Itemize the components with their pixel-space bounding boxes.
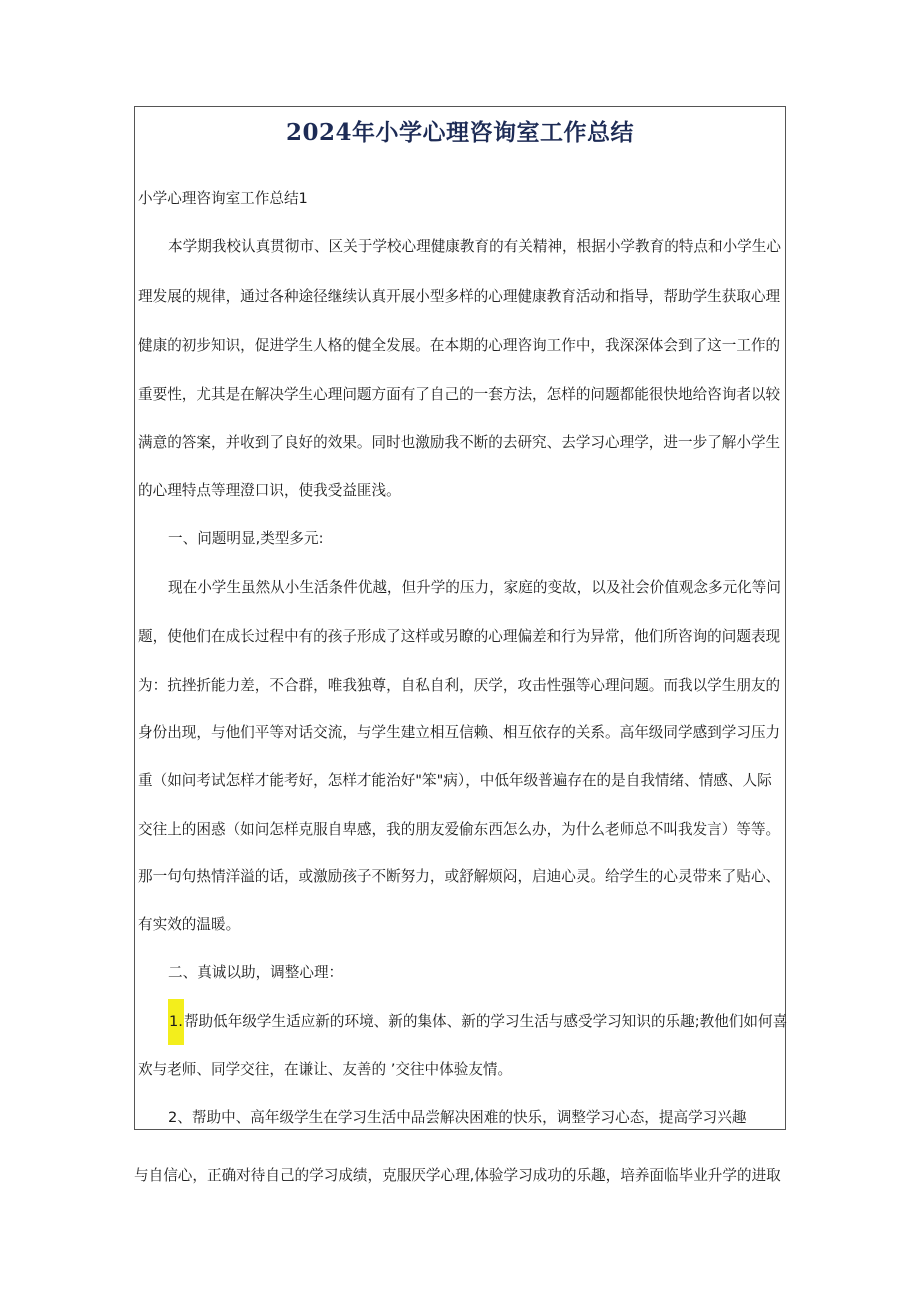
paragraph-line: 有实效的温暖。 (138, 916, 241, 933)
paragraph-line: 那一句句热情洋溢的话，或激励孩子不断努力，或舒解烦闷，启迪心灵。给学生的心灵带来了贴心、 (138, 868, 781, 885)
highlighted-number: 1. (168, 999, 184, 1045)
paragraph-line: 现在小学生虽然从小生活条件优越，但升学的压力，家庭的变故，以及社会价值观念多元化等问 (168, 579, 781, 596)
paragraph-line: 理发展的规律，通过各种途径继续认真开展小型多样的心理健康教育活动和指导，帮助学生获取心理 (138, 288, 781, 305)
subheading: 二、真诚以助，调整心理： (168, 964, 344, 981)
list-item (138, 1012, 818, 1045)
paragraph-line: 欢与老师、同学交往，在谦让、友善的 ’交往中体验友情。 (138, 1061, 513, 1078)
subheading: 一、问题明显,类型多元: (168, 530, 324, 547)
paragraph-line: 本学期我校认真贯彻市、区关于学校心理健康教育的有关精神，根据小学教育的特点和小学生心 (168, 238, 781, 255)
paragraph-line: 满意的答案，并收到了良好的效果。同时也激励我不断的去研究、去学习心理学，进一步了解小学生 (138, 434, 781, 451)
paragraph-line: 与自信心，正确对待自己的学习成绩，克服厌学心理,体验学习成功的乐趣，培养面临毕业升学的进取 (134, 1167, 781, 1184)
paragraph-line: 题，使他们在成长过程中有的孩子形成了这样或另瞭的心理偏差和行为异常，他们所咨询的问题表现 (138, 628, 781, 645)
paragraph-line: 重要性，尤其是在解决学生心理问题方面有了自己的一套方法，怎样的问题都能很快地给咨询者以较 (138, 386, 781, 403)
document-title: 2024年小学心理咨询室工作总结 (285, 119, 634, 146)
section-heading: 小学心理咨询室工作总结1 (138, 190, 308, 207)
paragraph-line: 交往上的困惑（如问怎样克服自卑感，我的朋友爱偷东西怎么办，为什么老师总不叫我发言）等等。 (138, 821, 781, 838)
paragraph-line: 为：抗挫折能力差，不合群，唯我独尊，自私自利，厌学，攻击性强等心理问题。而我以学生朋友的 (138, 677, 781, 694)
paragraph-line: 健康的初步知识，促进学生人格的健全发展。在本期的心理咨询工作中，我深深体会到了这一工作的 (138, 337, 781, 354)
paragraph-line: 重（如问考试怎样才能考好，怎样才能治好"笨"病），中低年级普遍存在的是自我情绪、情感、人际 (138, 772, 772, 789)
paragraph-line: 身份出现，与他们平等对话交流，与学生建立相互信赖、相互依存的关系。高年级同学感到学习压力 (138, 724, 781, 741)
paragraph-line: 的心理特点等理澄口识，使我受益匪浅。 (138, 482, 401, 499)
list-item: 2、帮助中、高年级学生在学习生活中品尝解决困难的快乐，调整学习心态，提高学习兴趣 (168, 1109, 747, 1126)
list-item-text: 帮助低年级学生适应新的环境、新的集体、新的学习生活与感受学习知识的乐趣;教他们如何喜 (183, 1013, 788, 1030)
